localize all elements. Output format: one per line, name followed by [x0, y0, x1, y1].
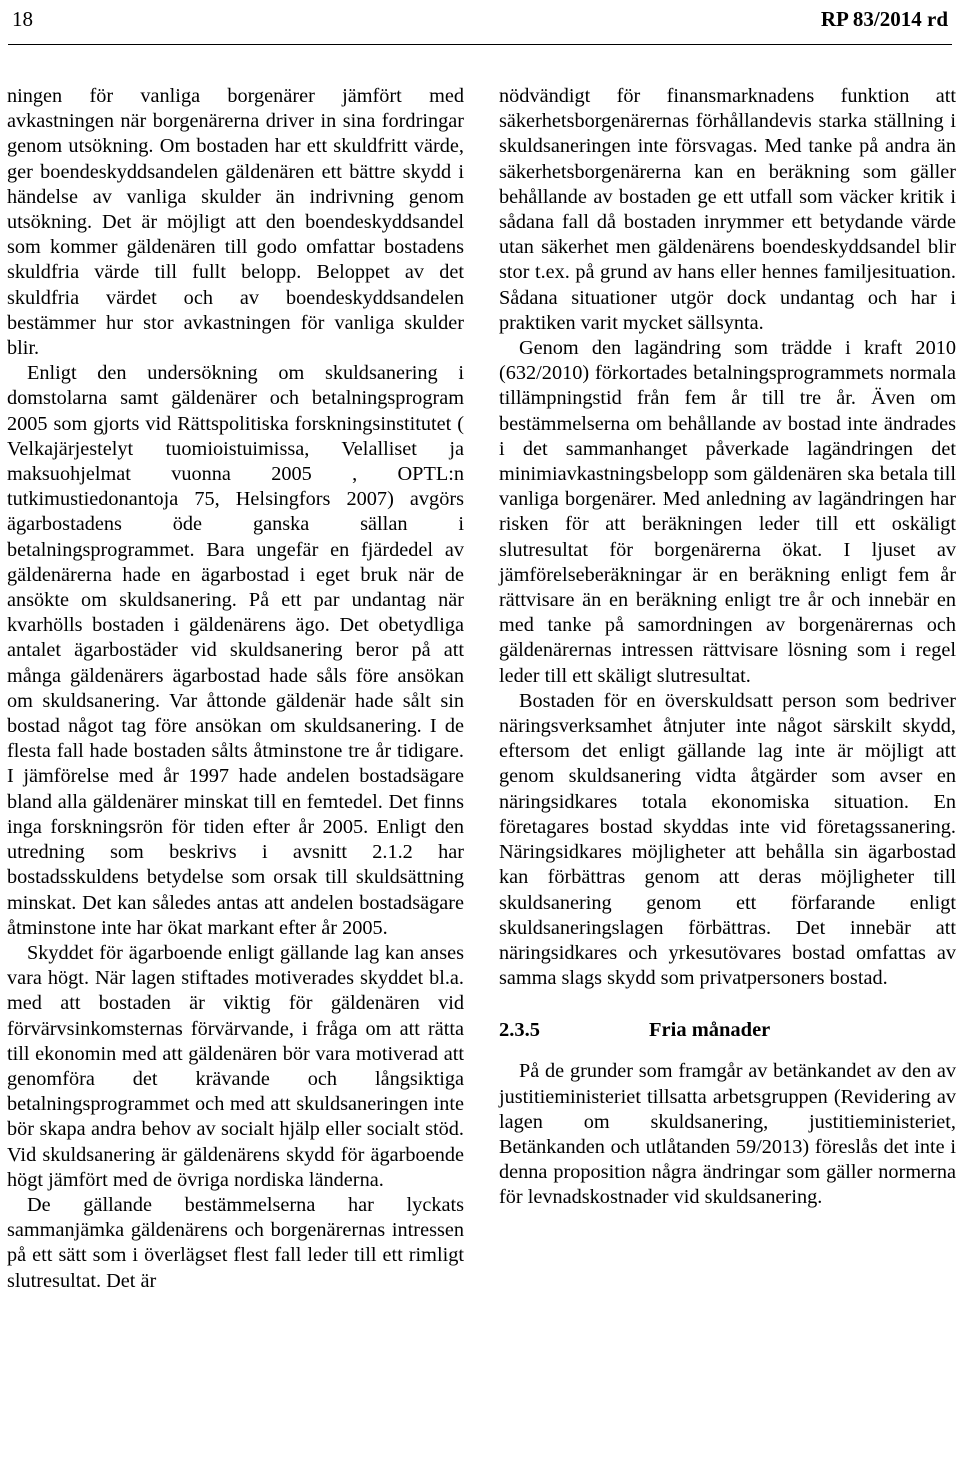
paragraph: Enligt den undersökning om skuldsanering i domstolarna samt gäldenärer och betalningsprogram 2005 som gjorts vid Rättspolitiska forskningsinstitutet ( Velkajärjestelyt tuomioistuimissa, Velalliset ja maksuohjelmat vuonna 2005 , OPTL:n tutkimustiedonantoja 75, Helsingfors 2007) avgörs ägarbostadens öde ganska sällan i betalningsprogrammet. Bara ungefär en fjärdedel av gäldenärerna hade en ägarbostad i eget bruk när de ansökte om skuldsanering. På ett par undantag när kvarhölls bostaden i gäldenärens ägo. Det obetydliga antalet ägarbostäder vid skuldsanering beror på att många gäldenärers ägarbostad hade såls före ansökan om skuldsanering. Var åttonde gäldenär hade sålt sin bostad något tag före ansökan om skuldsanering. I de flesta fall hade bostaden sålts åtminstone tre år tidigare. I jämförelse med år 1997 hade andelen bostadsägare bland alla gäldenärer minskat till en femtedel. Det finns inga forskningsrön för tiden efter år 2005. Enligt den utredning som beskrivs i avsnitt 2.1.2 har bostadsskuldens betydelse som orsak till skuldsättning minskat. Det kan således antas att andelen bostadsägare åtminstone inte har ökat markant efter år 2005. [7, 362, 464, 939]
paragraph: Skyddet för ägarboende enligt gällande lag kan anses vara högt. När lagen stiftades motiverades skyddet bl.a. med att bostaden är viktig för gäldenären vid förvärvsinkomsternas förvärvande, i fråga om att rätta till ekonomin med att gäldenären bör vara motiverad att genomföra det krävande och långsiktiga betalningsprogrammet och med att skuldsaneringen inte bör skapa andra behov av socialt hjälp eller socialt stöd. Vid skuldsanering är gäldenärens skydd för ägarboende högt jämfört med de övriga nordiska länderna. [7, 941, 464, 1191]
header-rule [8, 44, 952, 45]
paragraph: På de grunder som framgår av betänkandet av den av justitieministeriet tillsatta arbetsgruppen (Revidering av lagen om skuldsanering, justitieministeriet, Betänkanden och utlåtanden 59/2013) föreslås det inte i denna proposition några ändringar som gäller normerna för levnadskostnader vid skuldsanering. [499, 1060, 956, 1209]
page-number: 18 [12, 7, 33, 31]
paragraph: Genom den lagändring som trädde i kraft 2010 (632/2010) förkortades betalningsprogrammets normala tillämpningstid från fem år till tre år. Även om bestämmelserna om behållande av bostad inte ändrades i det sammanhanget påverkade lagändringen det minimiavkastningsbelopp som gäldenären ska betala till vanliga borgenärer. Med anledning av lagändringen har risken för att beräkningen leder till ett oskäligt slutresultat för borgenärerna ökat. I ljuset av jämförelseberäkningar är en beräkning enligt fem år rättvisare än en beräkning enligt tre år och innebär en med tanke på samordningen av borgenärernas och gäldenärernas intressen rättvisare lösning som i regel leder till ett skäligt slutresultat. [499, 337, 956, 687]
right-column [499, 84, 956, 1211]
page-header [8, 4, 952, 36]
document-id: RP 83/2014 rd [820, 7, 948, 31]
paragraph: De gällande bestämmelserna har lyckats sammanjämka gäldenärens och borgenärernas intressen på ett sätt som i överlägset flest fall leder till ett rimligt slutresultat. Det är [7, 1193, 464, 1292]
paragraph: nödvändigt för finansmarknadens funktion att säkerhetsborgenärernas förhållandevis starka ställning i skuldsaneringen inte försvagas. Med tanke på andra än säkerhetsborgenärerna kan en beräkning som gäller behållande av bostaden ge ett utfall som väcker kritik i sådana fall då bostaden inrymmer ett betydande värde utan säkerhet men gäldenärens boendeskyddsandel blir stor t.ex. på grund av hans eller hennes familjesituation. Sådana situationer utgör dock undantag och har i praktiken varit mycket sällsynta. [499, 85, 956, 334]
section-title: Fria månader [649, 1019, 771, 1042]
section-heading [499, 1017, 956, 1043]
section-number: 2.3.5 [499, 1019, 540, 1042]
left-column [7, 84, 464, 1294]
paragraph: Bostaden för en överskuldsatt person som bedriver näringsverksamhet åtnjuter inte något särskilt skydd, eftersom det enligt gällande lag inte är möjligt att genom skuldsanering vidta åtgärder som avser en näringsidkares totala ekonomiska situation. En företagares bostad skyddas inte vid företagssanering. Näringsidkares möjligheter att behålla sin ägarbostad kan förbättras genom att deras möjligheter till skuldsanering genom ett förfarande enligt skuldsaneringslagen förbättras. Det innebär att näringsidkares och yrkesutövares bostad omfattas av samma slags skydd som privatpersoners bostad. [499, 689, 956, 990]
paragraph: ningen för vanliga borgenärer jämfört med avkastningen när borgenärerna driver in sina fordringar genom utsökning. Om bostaden har ett skuldfritt värde, ger boendeskyddsandelen gäldenären ett bättre skydd i händelse av vanliga skulder än indrivning genom utsökning. Det är möjligt att den boendeskyddsandel som kommer gäldenären till godo omfattar bostadens skuldfria värde till fullt belopp. Beloppet av det skuldfria värdet och av boendeskyddsandelen bestämmer hur stor avkastningen för vanliga skulder blir. [7, 85, 464, 360]
